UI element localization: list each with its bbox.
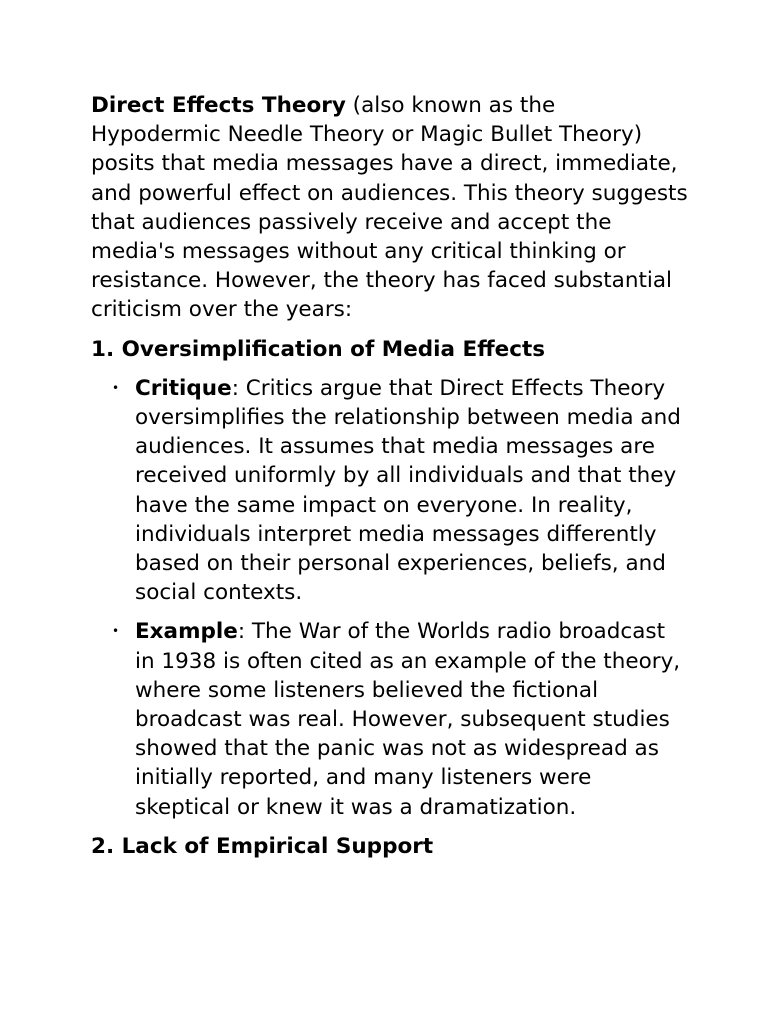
intro-paragraph [91, 91, 691, 325]
section-heading-oversimplification: 1. Oversimplification of Media Effects [91, 336, 546, 362]
bullet-icon: • [112, 380, 120, 395]
bullet-icon: • [112, 624, 120, 639]
section-heading-empirical-support: 2. Lack of Empirical Support [91, 833, 434, 859]
point-text-example: : The War of the Worlds radio broadcast in 1938 is often cited as an example of the theory, where some listeners believed the fictional broadcast was real. However, subsequent studies showed that the panic was not as widespread as initially reported, and many listeners were skeptical or knew it was a dramatization. [135, 619, 681, 820]
document-page [91, 91, 691, 861]
point-label-critique: Critique [135, 375, 232, 401]
list-item-critique [91, 374, 691, 608]
point-text-critique: : Critics argue that Direct Effects Theory oversimplifies the relationship between media and audiences. It assumes that media messages are received uniformly by all individuals and that they have the same impact on everyone. In reality, individuals interpret media messages differently based on their personal experiences, beliefs, and social contexts. [135, 375, 681, 606]
bullet-list [91, 374, 691, 822]
point-label-example: Example [135, 619, 238, 645]
intro-text: (also known as the Hypodermic Needle Theory or Magic Bullet Theory) posits that media messages have a direct, immediate, and powerful effect on audiences. This theory suggests that audiences passively receive and accept the media's messages without any critical thinking or resistance. However, the theory has faced substantial criticism over the years: [91, 93, 688, 323]
intro-term: Direct Effects Theory [91, 93, 346, 118]
list-item-example [91, 617, 691, 821]
